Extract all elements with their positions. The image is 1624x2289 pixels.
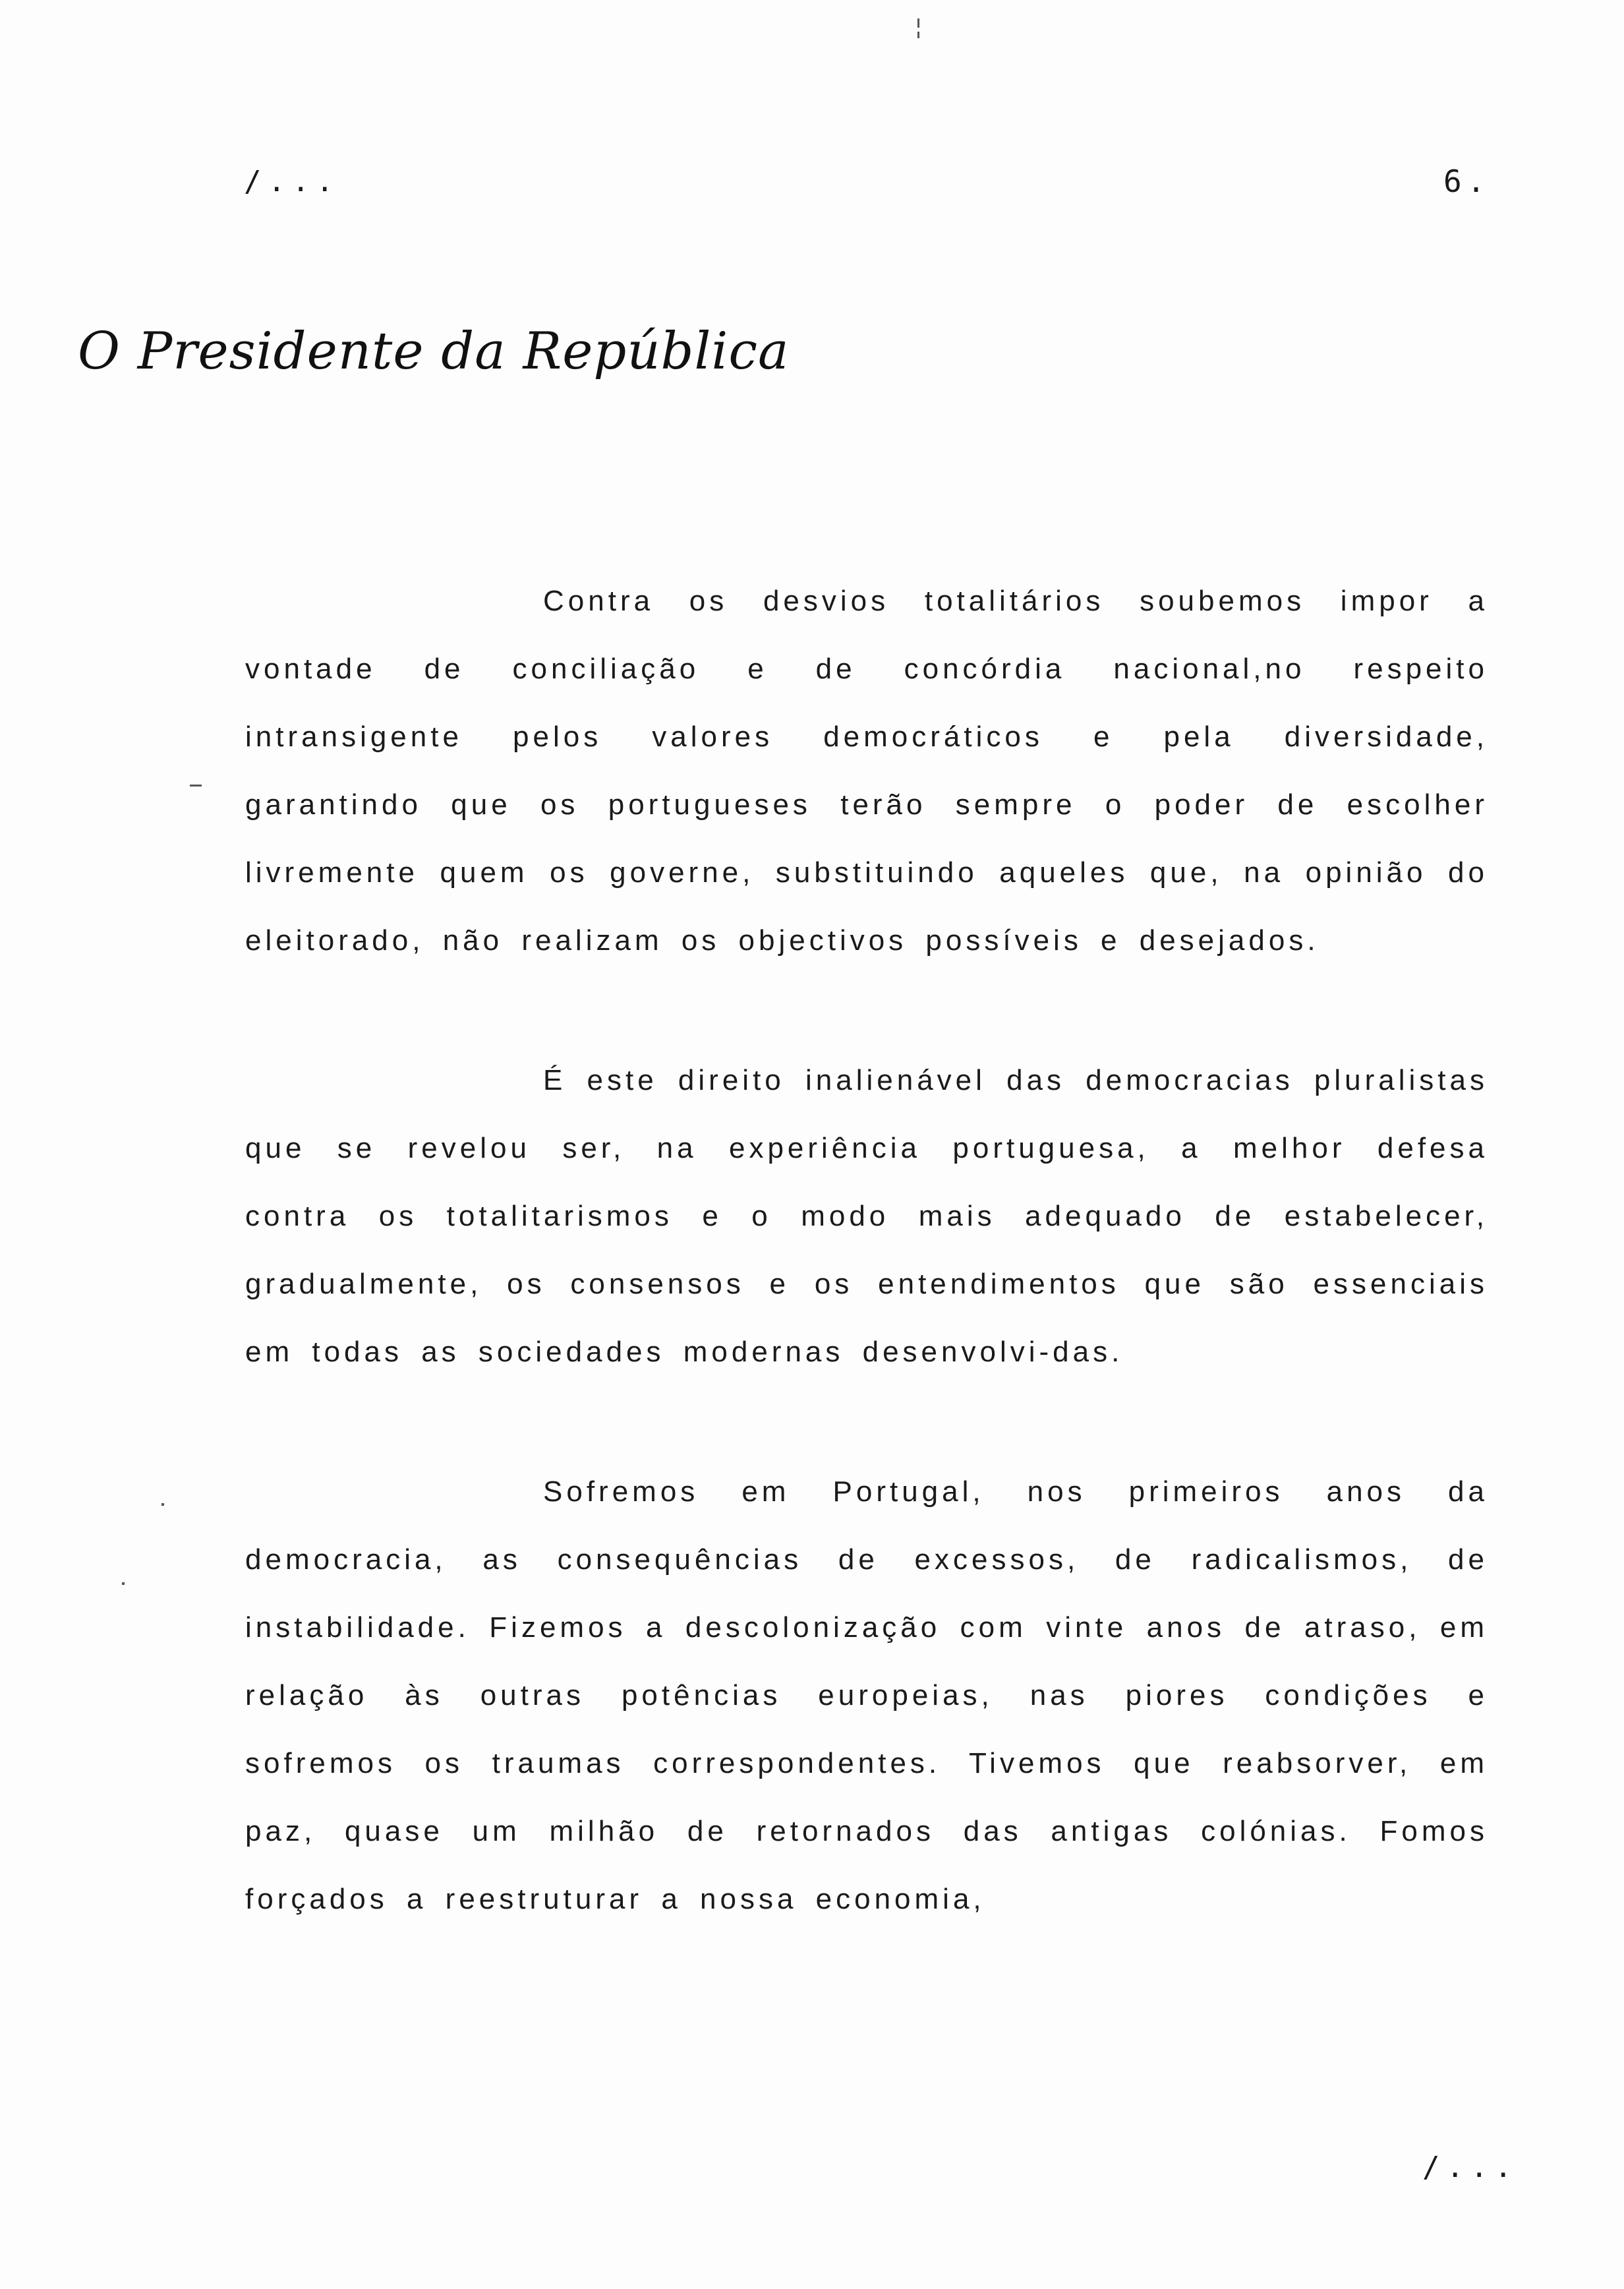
paragraph xyxy=(245,567,1488,974)
continuation-marker-bottom: /... xyxy=(1422,2151,1519,2184)
paragraph xyxy=(245,1046,1488,1386)
body-text xyxy=(245,567,1488,2005)
letterhead-title: O Presidente da República xyxy=(78,322,790,381)
paragraph xyxy=(245,1458,1488,1933)
scan-speck xyxy=(917,18,919,28)
page-number: 6. xyxy=(1443,164,1491,199)
scan-speck xyxy=(190,785,202,787)
scan-speck xyxy=(122,1582,125,1585)
paragraph-text: É este direito inalienável das democracias pluralistas que se revelou ser, na experiência portuguesa, a melhor defesa contra os totalitarismos e o modo mais adequado de estabelecer, gradualmente, os consensos e os entendimentos que são essenciais em todas as sociedades modernas desenvolvi-das. xyxy=(245,1064,1488,1368)
continuation-marker-top: /... xyxy=(244,165,340,198)
scan-speck xyxy=(917,32,919,38)
paragraph-text: Contra os desvios totalitários soubemos impor a vontade de conciliação e de concórdia nacional,no respeito intransigente pelos valores democráticos e pela diversidade, garantindo que os portugueses terão sempre o poder de escolher livremente quem os governe, substituindo aqueles que, na opinião do eleitorado, não realizam os objectivos possíveis e desejados. xyxy=(245,585,1488,957)
scan-speck xyxy=(161,1503,164,1506)
paragraph-text: Sofremos em Portugal, nos primeiros anos da democracia, as consequências de excessos, de radicalismos, de instabilidade. Fizemos a descolonização com vinte anos de atraso, em relação às outras potências europeias, nas piores condições e sofremos os traumas correspondentes. Tivemos que reabsorver, em paz, quase um milhão de retornados das antigas colónias. Fomos forçados a reestruturar a nossa economia, xyxy=(245,1475,1488,1915)
